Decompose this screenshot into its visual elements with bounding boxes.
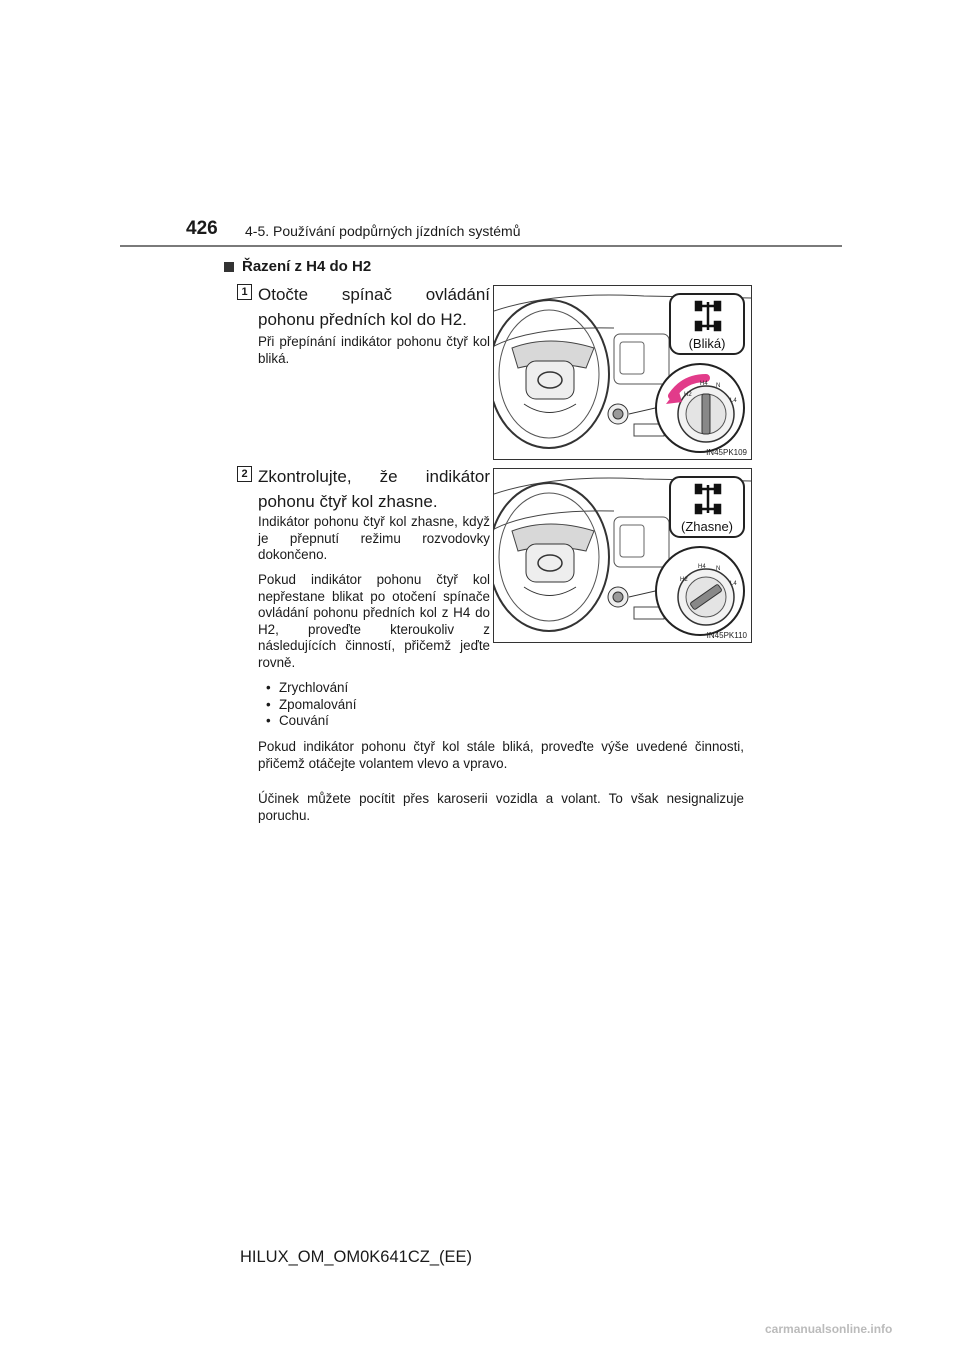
step-number-1: 1 (237, 284, 252, 300)
dial-label-h4: H4 (698, 564, 706, 570)
subsection-heading-text: Řazení z H4 do H2 (242, 258, 372, 275)
document-code-footer: HILUX_OM_OM0K641CZ_(EE) (240, 1248, 472, 1266)
figure-step-1 (493, 285, 752, 460)
bullet-item: • Couvání (266, 713, 486, 730)
dial-label-l4: L4 (730, 581, 737, 587)
closing-paragraph-2: Účinek můžete pocítit přes karoserii vozidla a volant. To však nesignalizuje poruchu. (258, 791, 744, 823)
dial-label-l4: L4 (730, 398, 737, 404)
figure-1-code: IN45PK109 (706, 448, 747, 457)
dial-label-h2: H2 (680, 577, 688, 583)
figure-step-2 (493, 468, 752, 643)
dial-label-n: N (716, 566, 721, 572)
figure-2-code: IN45PK110 (706, 631, 747, 640)
bullet-item: • Zrychlování (266, 680, 486, 697)
dial-label-n: N (716, 383, 721, 389)
figure-1-label: (Bliká) (688, 336, 726, 351)
step-2-bullet-list (266, 680, 486, 730)
closing-paragraph-1: Pokud indikátor pohonu čtyř kol stále bliká, proveďte výše uvedené činnosti, přičemž otáčejte volantem vlevo a vpravo. (258, 739, 744, 771)
header-rule (120, 245, 842, 247)
step-2-title: Zkontrolujte, že indikátor pohonu čtyř kol zhasne. (258, 467, 490, 511)
step-1-title: Otočte spínač ovládání pohonu předních kol do H2. (258, 285, 490, 329)
dashboard-illustration-1 (494, 286, 751, 459)
step-number-2: 2 (237, 466, 252, 482)
bullet-item: • Zpomalování (266, 697, 486, 714)
step-2-note-1: Indikátor pohonu čtyř kol zhasne, když je přepnutí režimu rozvodovky dokončeno. (258, 514, 490, 562)
watermark: carmanualsonline.info (765, 1322, 893, 1336)
figure-2-label: (Zhasne) (680, 519, 734, 534)
dial-label-h4: H4 (700, 381, 708, 387)
page-number: 426 (186, 218, 218, 239)
square-bullet-icon (224, 262, 234, 272)
dial-label-h2: H2 (684, 392, 692, 398)
subsection-heading (224, 258, 371, 275)
dashboard-illustration-2 (494, 469, 751, 642)
step-2-note-2: Pokud indikátor pohonu čtyř kol nepřestane blikat po otočení spínače ovládání pohonu předních kol z H4 do H2, proveďte kteroukoliv z následujících činností, přičemž jeďte rovně. (258, 572, 490, 670)
section-title: 4-5. Používání podpůrných jízdních systémů (245, 223, 521, 239)
step-1-note: Při přepínání indikátor pohonu čtyř kol bliká. (258, 334, 490, 366)
